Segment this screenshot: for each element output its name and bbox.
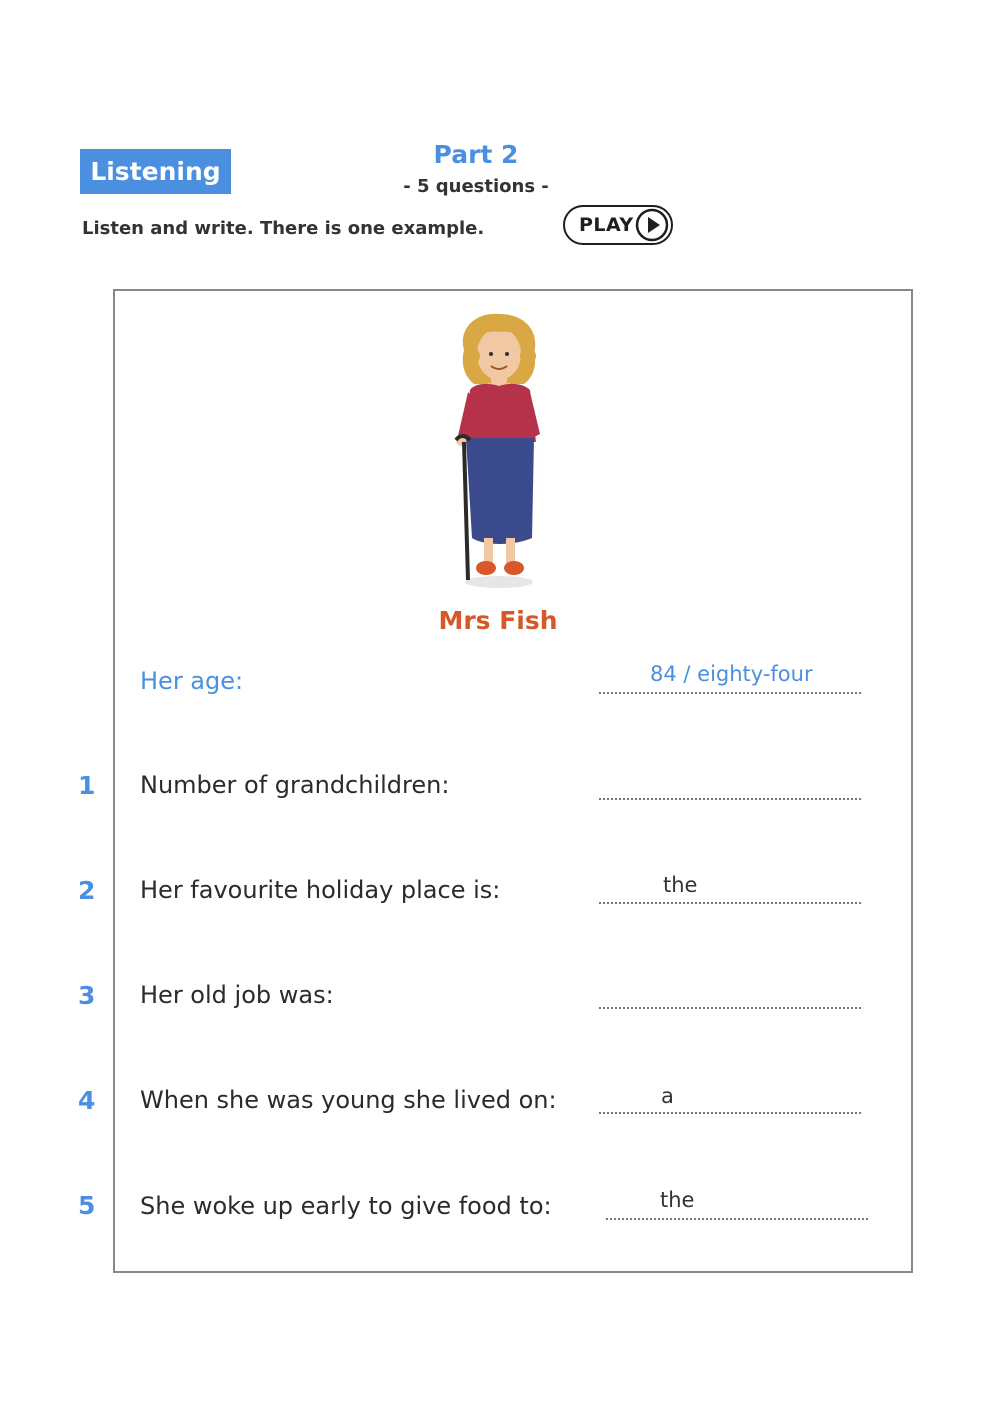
answer-input-1[interactable]: [605, 768, 859, 796]
question-number: 2: [78, 876, 96, 905]
question-label: Her favourite holiday place is:: [140, 876, 501, 904]
question-label: When she was young she lived on:: [140, 1086, 557, 1114]
question-label: She woke up early to give food to:: [140, 1192, 552, 1220]
play-button[interactable]: [563, 205, 673, 245]
answer-prefix: the: [660, 1188, 695, 1212]
questions-count: - 5 questions -: [403, 176, 549, 197]
character-name: Mrs Fish: [438, 606, 558, 635]
example-answer: 84 / eighty-four: [650, 662, 813, 686]
question-number: 4: [78, 1086, 96, 1115]
part-title: Part 2: [433, 140, 519, 169]
play-label: PLAY: [579, 214, 634, 236]
answer-input-5[interactable]: [702, 1186, 866, 1214]
question-number: 3: [78, 981, 96, 1010]
answer-input-4[interactable]: [685, 1082, 859, 1110]
question-label: Her old job was:: [140, 981, 334, 1009]
answer-prefix: the: [663, 873, 698, 897]
answer-input-2[interactable]: [705, 872, 859, 900]
answer-prefix: a: [661, 1084, 674, 1108]
answer-input-3[interactable]: [605, 977, 859, 1005]
listening-badge: Listening: [80, 149, 231, 194]
question-number: 5: [78, 1191, 96, 1220]
play-icon: [635, 208, 669, 242]
question-label: Number of grandchildren:: [140, 771, 450, 799]
instruction-text: Listen and write. There is one example.: [82, 218, 485, 239]
question-number: 1: [78, 771, 96, 800]
mrs-fish-illustration: [444, 310, 554, 592]
example-label: Her age:: [140, 667, 244, 695]
